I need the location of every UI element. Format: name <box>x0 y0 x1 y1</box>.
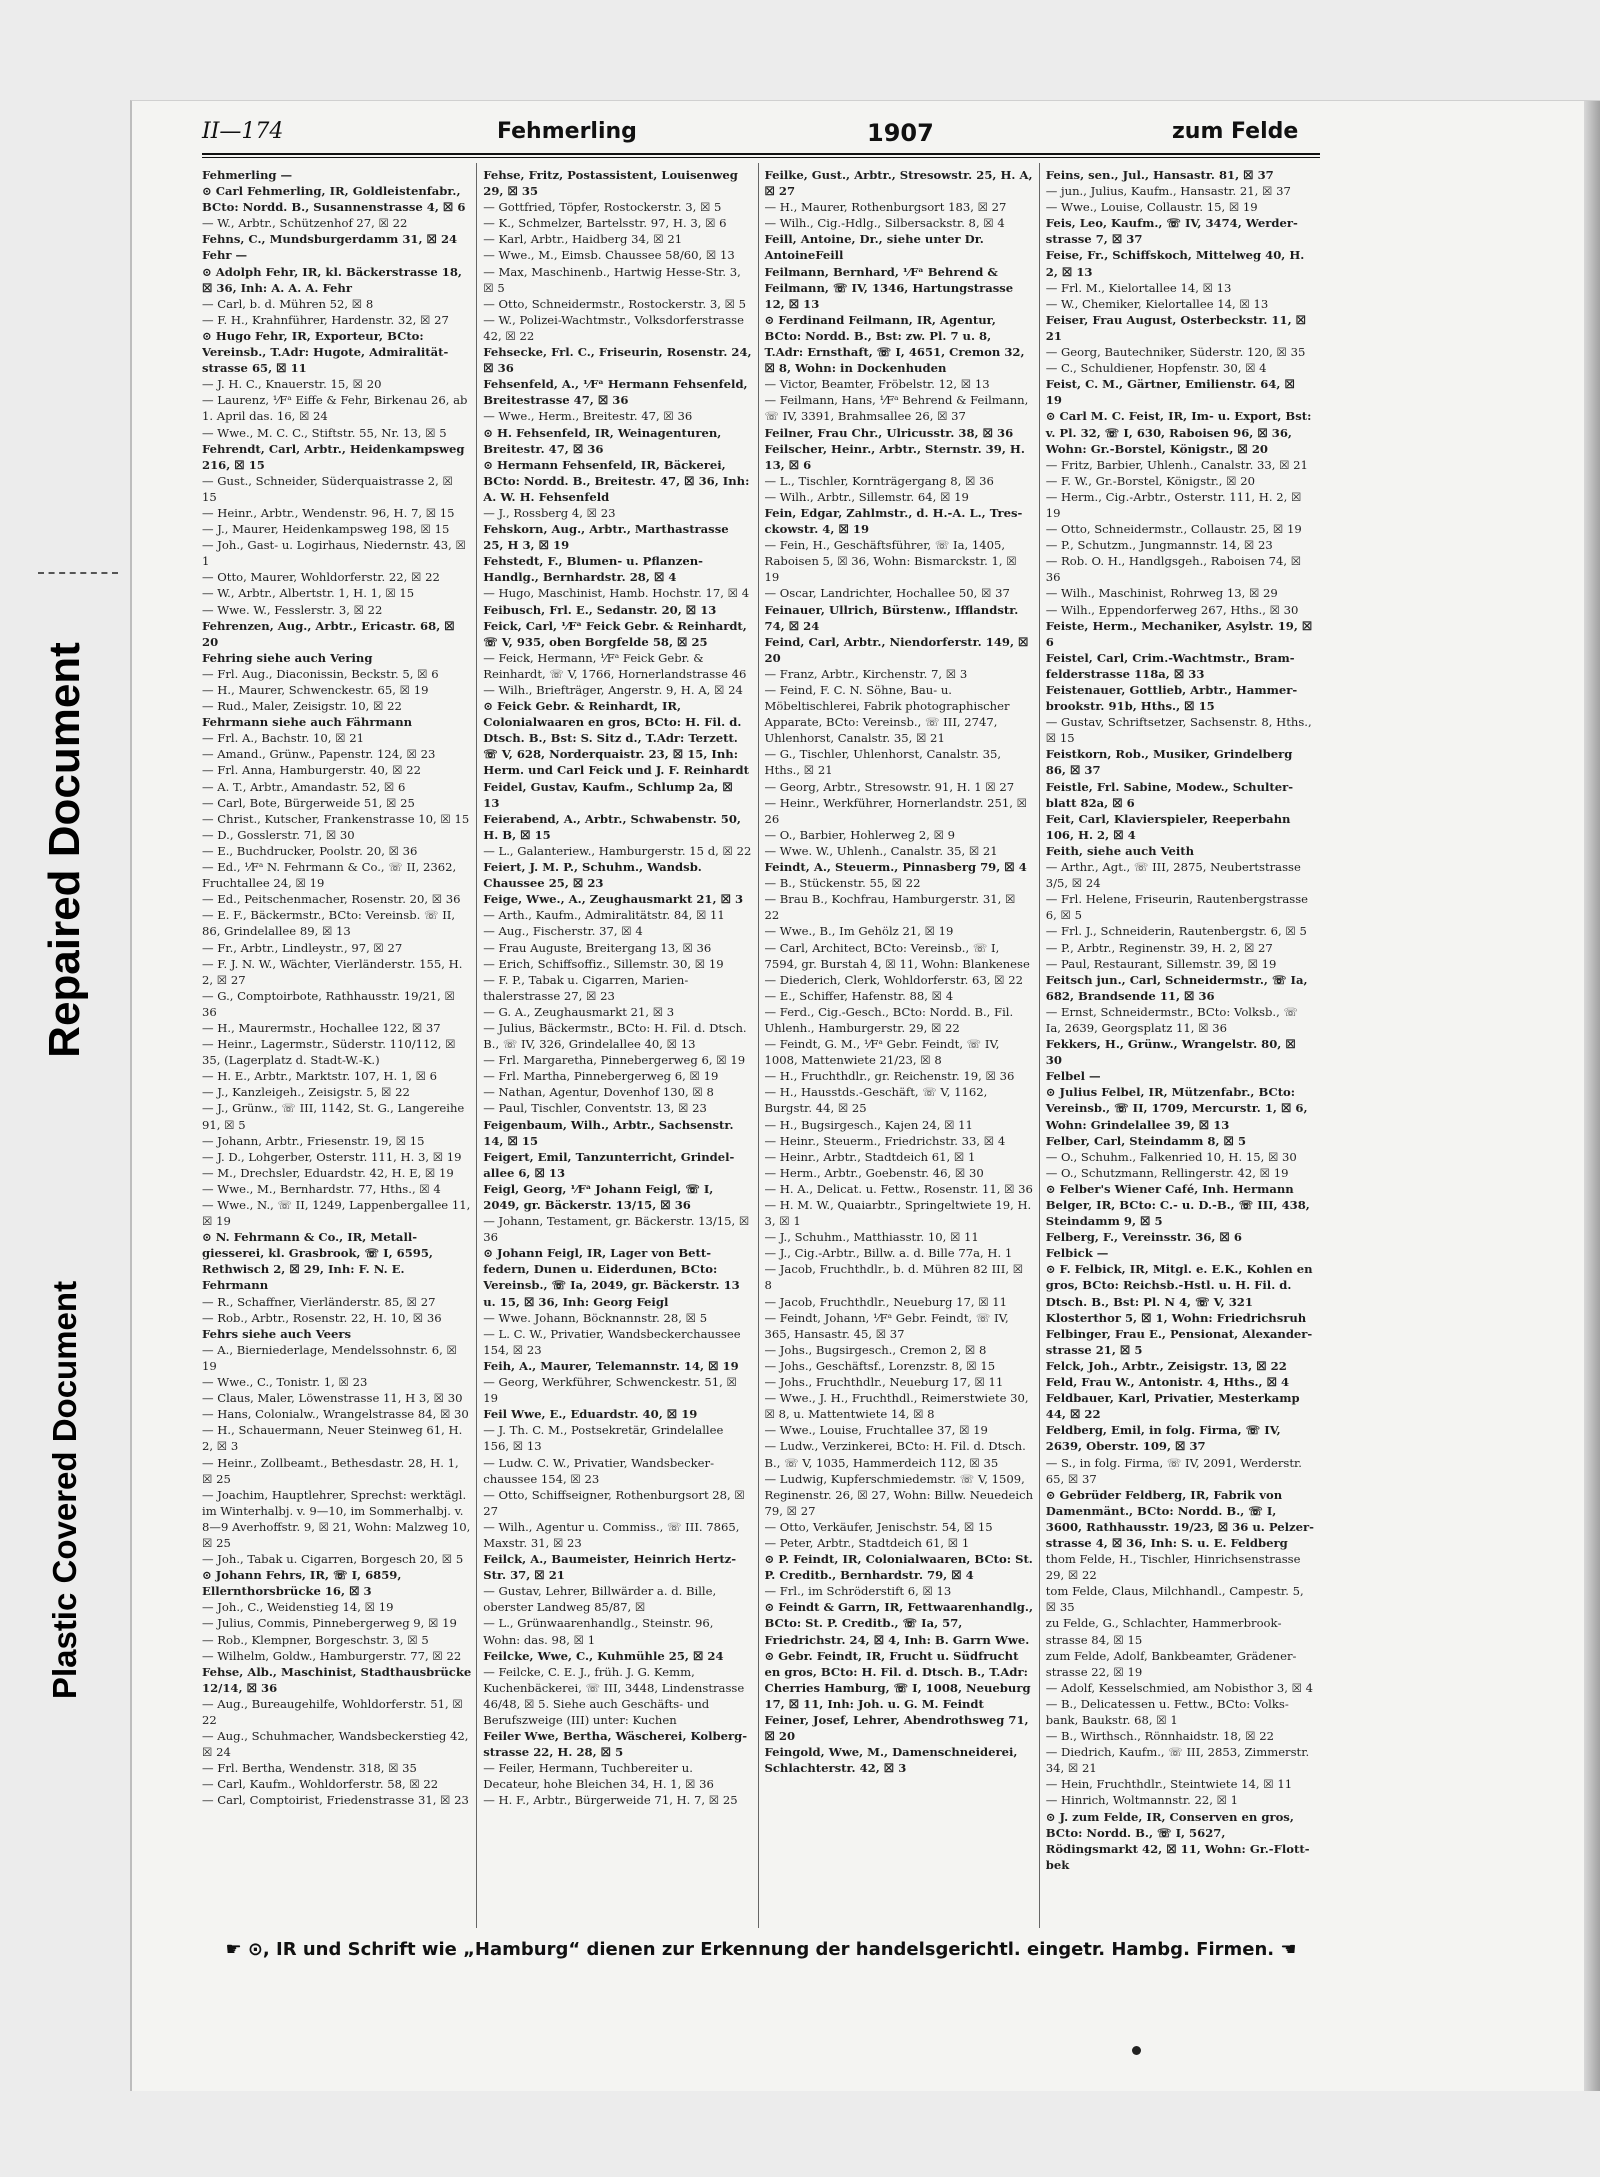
directory-entry: — Jacob, Fruchthdlr., b. d. Mühren 82 III, ☒ 8 <box>764 1262 1024 1293</box>
directory-entry: — Gustav, Lehrer, Billwärder a. d. Bille, oberster Landweg 85/87, ☒ <box>483 1584 717 1615</box>
directory-entry: — Wilh., Briefträger, Angerstr. 9, H. A, ☒ 24 <box>483 683 743 697</box>
directory-entry: ⊙ Hermann Fehsenfeld, IR, Bäckerei, BCto: Nordd. B., Breitestr. 47, ☒ 36, Inh: A. W. H. Fehsenfeld <box>483 457 750 504</box>
directory-entry: — Otto, Schneidermstr., Collaustr. 25, ☒ 19 <box>1045 522 1302 537</box>
directory-entry: — Otto, Schneidermstr., Rostockerstr. 3, ☒ 5 <box>483 296 747 311</box>
directory-entry: Fehrendt, Carl, Arbtr., Heidenkampsweg 216, ☒ 15 <box>202 441 465 472</box>
directory-entry: — Wilh., Arbtr., Sillemstr. 64, ☒ 19 <box>764 489 969 504</box>
directory-entry: — Feindt, Johann, ⅟Fᵃ Gebr. Feindt, ☏ IV, 365, Hansastr. 45, ☒ 37 <box>764 1310 1009 1341</box>
directory-entry: — K., Schmelzer, Bartelsstr. 97, H. 3, ☒ 6 <box>483 216 727 231</box>
directory-entry: Feiste, Herm., Mechaniker, Asylstr. 19, ☒ 6 <box>1045 618 1313 649</box>
directory-entry: — Feilcke, C. E. J., früh. J. G. Kemm, Kuchenbäckerei, ☏ III, 3448, Lindenstrasse 46/48, ☒ 5. Siehe auch Geschäfts- und Berufszweige (III) unter: Kuchen <box>483 1664 745 1727</box>
directory-entry: — Arthr., Agt., ☏ III, 2875, Neubertstrasse 3/5, ☒ 24 <box>1045 860 1301 891</box>
directory-entry: Feistenauer, Gottlieb, Arbtr., Hammerbrookstr. 91b, Hths., ☒ 15 <box>1045 683 1298 714</box>
directory-entry: Fehr — <box>202 248 248 263</box>
directory-entry: — Frl. A., Bachstr. 10, ☒ 21 <box>202 731 364 746</box>
directory-entry: — Frau Auguste, Breitergang 13, ☒ 36 <box>483 940 712 955</box>
directory-entry: — W., Chemiker, Kielortallee 14, ☒ 13 <box>1045 296 1269 311</box>
directory-entry: — Feick, Hermann, ⅟Fᵃ Feick Gebr. & Reinhardt, ☏ V, 1766, Hornerlandstrasse 46 <box>483 650 747 681</box>
directory-entry: Feit, Carl, Klavierspieler, Reeperbahn 106, H. 2, ☒ 4 <box>1045 811 1291 842</box>
directory-entry: — Hinrich, Woltmannstr. 22, ☒ 1 <box>1045 1793 1239 1808</box>
directory-entry: — Wwe. W., Fesslerstr. 3, ☒ 22 <box>202 602 383 617</box>
directory-entry: Feise, Fr., Schiffskoch, Mittelweg 40, H. 2, ☒ 13 <box>1045 248 1305 279</box>
directory-entry: — Frl. M., Kielortallee 14, ☒ 13 <box>1045 280 1232 295</box>
directory-entry: — Diederich, Clerk, Wohldorferstr. 63, ☒ 22 <box>764 972 1024 987</box>
directory-entry: — Heinr., Werkführer, Hornerlandstr. 251, ☒ 26 <box>764 795 1028 826</box>
directory-entry: — O., Barbier, Hohlerweg 2, ☒ 9 <box>764 827 956 842</box>
directory-entry: Feierabend, A., Arbtr., Schwabenstr. 50, H. B, ☒ 15 <box>483 811 741 842</box>
directory-entry: — Franz, Arbtr., Kirchenstr. 7, ☒ 3 <box>764 666 968 681</box>
directory-entry: ⊙ P. Feindt, IR, Colonialwaaren, BCto: St. P. Creditb., Bernhardstr. 79, ☒ 4 <box>764 1552 1033 1583</box>
directory-entry: — Wwe., C., Tonistr. 1, ☒ 23 <box>202 1375 368 1390</box>
directory-entry: Feiert, J. M. P., Schuhm., Wandsb. Chaussee 25, ☒ 23 <box>483 860 702 891</box>
directory-entry: — Brau B., Kochfrau, Hamburgerstr. 31, ☒ 22 <box>764 892 1016 923</box>
directory-entry: ⊙ Felber's Wiener Café, Inh. Hermann Belger, IR, BCto: C.- u. D.-B., ☏ III, 438, Steindamm 9, ☒ 5 <box>1045 1181 1310 1229</box>
directory-entry: — Hein, Fruchthdlr., Steintwiete 14, ☒ 11 <box>1045 1777 1293 1792</box>
repaired-document-text: Repaired Document <box>40 642 90 1058</box>
directory-entry: — Feilmann, Hans, ⅟Fᵃ Behrend & Feilmann, ☏ IV, 3391, Brahmsallee 26, ☒ 37 <box>764 393 1029 424</box>
directory-entry: Feilck, A., Baumeister, Heinrich Hertz-Str. 37, ☒ 21 <box>483 1552 737 1583</box>
directory-entry: — H. A., Delicat. u. Fettw., Rosenstr. 11, ☒ 36 <box>764 1181 1033 1196</box>
directory-entry: — Wwe., N., ☏ II, 1249, Lappenbergallee 11, ☒ 19 <box>202 1198 471 1229</box>
directory-entry: Fehskorn, Aug., Arbtr., Marthastrasse 25, H 3, ☒ 19 <box>483 522 729 553</box>
directory-entry: Feith, siehe auch Veith <box>1045 843 1195 858</box>
directory-entry: Feigl, Georg, ⅟Fᵃ Johann Feigl, ☏ I, 2049, gr. Bäckerstr. 13/15, ☒ 36 <box>483 1181 714 1212</box>
directory-entry: Feiser, Frau August, Osterbeckstr. 11, ☒ 21 <box>1045 312 1307 343</box>
directory-entry: — Aug., Schuhmacher, Wandsbeckerstieg 42, ☒ 24 <box>202 1729 469 1760</box>
directory-entry: Fehrenzen, Aug., Arbtr., Ericastr. 68, ☒ 20 <box>202 618 455 649</box>
directory-entry: Fehstedt, F., Blumen- u. Pflanzen-Handlg., Bernhardstr. 28, ☒ 4 <box>483 554 703 585</box>
directory-entry: — E., Buchdrucker, Poolstr. 20, ☒ 36 <box>202 843 418 858</box>
directory-entry: — Gust., Schneider, Süderquaistrasse 2, ☒ 15 <box>202 473 453 504</box>
directory-entry: Feige, Wwe., A., Zeughausmarkt 21, ☒ 3 <box>483 892 744 907</box>
directory-entry: — Fein, H., Geschäftsführer, ☏ Ia, 1405, Raboisen 5, ☒ 36, Wohn: Bismarckstr. 1, ☒ 19 <box>764 538 1017 585</box>
directory-entry: — Max, Maschinenb., Hartwig Hesse-Str. 3, ☒ 5 <box>483 264 741 295</box>
directory-entry: Feick, Carl, ⅟Fᵃ Feick Gebr. & Reinhardt, ☏ V, 935, oben Borgfelde 58, ☒ 25 <box>483 618 747 649</box>
directory-entry: — Otto, Maurer, Wohldorferstr. 22, ☒ 22 <box>202 570 440 585</box>
directory-entry: — Frl. Anna, Hamburgerstr. 40, ☒ 22 <box>202 763 422 778</box>
plastic-covered-text: Plastic Covered Document <box>46 1280 83 1700</box>
directory-entry: — Ludw., Verzinkerei, BCto: H. Fil. d. Dtsch. B., ☏ V, 1035, Hammerdeich 112, ☒ 35 <box>764 1439 1026 1470</box>
directory-entry: — Oscar, Landrichter, Hochallee 50, ☒ 37 <box>764 586 1010 601</box>
directory-entry: — J., Kanzleigeh., Zeisigstr. 5, ☒ 22 <box>202 1085 410 1100</box>
directory-entry: — Amand., Grünw., Papenstr. 124, ☒ 23 <box>202 747 436 762</box>
directory-entry: — Victor, Beamter, Fröbelstr. 12, ☒ 13 <box>764 377 990 392</box>
directory-entry: Felber, Carl, Steindamm 8, ☒ 5 <box>1045 1133 1247 1148</box>
directory-entry: — P., Arbtr., Reginenstr. 39, H. 2, ☒ 27 <box>1045 940 1273 955</box>
directory-entry: — Gustav, Schriftsetzer, Sachsenstr. 8, Hths., ☒ 15 <box>1045 715 1312 746</box>
directory-entry: Feins, sen., Jul., Hansastr. 81, ☒ 37 <box>1045 168 1274 182</box>
directory-entry: — H., Maurer, Schwenckestr. 65, ☒ 19 <box>202 683 429 697</box>
directory-entry: — Gottfried, Töpfer, Rostockerstr. 3, ☒ 5 <box>483 200 722 215</box>
directory-entry: — G. A., Zeughausmarkt 21, ☒ 3 <box>483 1004 675 1019</box>
directory-entry: — Paul, Tischler, Conventstr. 13, ☒ 23 <box>483 1101 707 1116</box>
ink-dot <box>1132 2046 1141 2055</box>
directory-entry: Feill, Antoine, Dr., siehe unter Dr. AntoineFeill <box>764 232 984 263</box>
scanned-page <box>130 100 1600 2091</box>
directory-entry: Fehse, Alb., Maschinist, Stadthausbrücke 12/14, ☒ 36 <box>202 1664 472 1695</box>
directory-entry: — D., Gosslerstr. 71, ☒ 30 <box>202 827 355 842</box>
directory-entry: — Paul, Restaurant, Sillemstr. 39, ☒ 19 <box>1045 956 1277 971</box>
directory-entry: — J., Schuhm., Matthiasstr. 10, ☒ 11 <box>764 1230 979 1245</box>
directory-entry: — G., Tischler, Uhlenhorst, Canalstr. 35, Hths., ☒ 21 <box>764 747 1002 778</box>
directory-entry: Feldberg, Emil, in folg. Firma, ☏ IV, 2639, Oberstr. 109, ☒ 37 <box>1045 1423 1281 1454</box>
directory-entry: Feinauer, Ullrich, Bürstenw., Ifflandstr. 74, ☒ 24 <box>764 602 1019 633</box>
directory-entry: Feitsch jun., Carl, Schneidermstr., ☏ Ia, 682, Brandsende 11, ☒ 36 <box>1045 972 1308 1003</box>
page-footer-note: ☛ ⊙, IR und Schrift wie „Hamburg“ dienen zur Erkennung der handelsgerichtl. eingetr. Hambg. Firmen. ☚ <box>225 1939 1297 1960</box>
directory-entry: — Carl, Kaufm., Wohldorferstr. 58, ☒ 22 <box>202 1777 439 1792</box>
directory-entry: — Hugo, Maschinist, Hamb. Hochstr. 17, ☒ 4 <box>483 586 750 601</box>
directory-entry: Fehns, C., Mundsburgerdamm 31, ☒ 24 <box>202 232 458 247</box>
directory-entry: — E., Schiffer, Hafenstr. 88, ☒ 4 <box>764 988 954 1003</box>
directory-entry: — Wilh., Maschinist, Rohrweg 13, ☒ 29 <box>1045 586 1278 601</box>
header-left-word: Fehmerling <box>497 119 637 144</box>
directory-entry: — Johs., Fruchthdlr., Neueburg 17, ☒ 11 <box>764 1375 1004 1390</box>
header-rule-thin <box>202 157 1320 158</box>
directory-entry: — Ferd., Cig.-Gesch., BCto: Nordd. B., Fil. Uhlenh., Hamburgerstr. 29, ☒ 22 <box>764 1004 1014 1035</box>
directory-entry: — Frl. Aug., Diaconissin, Beckstr. 5, ☒ 6 <box>202 666 439 681</box>
directory-entry: Fehrs siehe auch Veers <box>202 1326 352 1341</box>
directory-entry: — A. T., Arbtr., Amandastr. 52, ☒ 6 <box>202 779 406 794</box>
directory-entry: — L., Tischler, Kornträgergang 8, ☒ 36 <box>764 473 994 488</box>
directory-entry: Felbel — <box>1045 1069 1101 1084</box>
repaired-document-label <box>0 560 130 1140</box>
directory-entry: thom Felde, H., Tischler, Hinrichsenstrasse 29, ☒ 22 <box>1045 1552 1301 1583</box>
directory-entry: — Heinr., Arbtr., Wendenstr. 96, H. 7, ☒ 15 <box>202 505 455 520</box>
directory-entry: Fehrmann siehe auch Fährmann <box>202 715 413 730</box>
directory-entry: — Aug., Fischerstr. 37, ☒ 4 <box>483 924 643 939</box>
directory-entry: — W., Arbtr., Albertstr. 1, H. 1, ☒ 15 <box>202 586 415 601</box>
directory-entry: — Frl. Margaretha, Pinnebergerweg 6, ☒ 19 <box>483 1053 746 1068</box>
directory-entry: — Frl. J., Schneiderin, Rautenbergstr. 6, ☒ 5 <box>1045 924 1307 939</box>
directory-column-1 <box>202 163 476 1928</box>
directory-entry: — Rob., Arbtr., Rosenstr. 22, H. 10, ☒ 36 <box>202 1310 442 1325</box>
directory-entry: Felck, Joh., Arbtr., Zeisigstr. 13, ☒ 22 <box>1045 1358 1287 1373</box>
directory-entry: Feist, C. M., Gärtner, Emilienstr. 64, ☒ 19 <box>1045 377 1295 408</box>
directory-entry: — Carl, b. d. Mühren 52, ☒ 8 <box>202 296 374 311</box>
header-right-word: zum Felde <box>1172 119 1299 144</box>
directory-entry: — Otto, Schiffseigner, Rothenburgsort 28, ☒ 27 <box>483 1487 745 1518</box>
directory-column-2 <box>476 163 757 1928</box>
directory-entry: — H., Hausstds.-Geschäft, ☏ V, 1162, Burgstr. 44, ☒ 25 <box>764 1085 988 1116</box>
directory-columns <box>202 163 1320 1928</box>
directory-entry: Fehring siehe auch Vering <box>202 650 373 665</box>
directory-entry: — Ernst, Schneidermstr., BCto: Volksb., ☏ Ia, 2639, Georgsplatz 11, ☒ 36 <box>1045 1004 1298 1035</box>
directory-entry: — Aug., Bureaugehilfe, Wohldorferstr. 51, ☒ 22 <box>202 1696 463 1727</box>
directory-entry: — Wwe., M., Eimsb. Chaussee 58/60, ☒ 13 <box>483 248 735 263</box>
directory-entry: — B., Wirthsch., Rönnhaidstr. 18, ☒ 22 <box>1045 1729 1275 1744</box>
directory-entry: Fehmerling — <box>202 168 293 182</box>
directory-entry: — B., Delicatessen u. Fettw., BCto: Volksbank, Baukstr. 68, ☒ 1 <box>1045 1696 1289 1727</box>
side-divider <box>38 572 118 574</box>
directory-entry: — Frl. Helene, Friseurin, Rautenbergstrasse 6, ☒ 5 <box>1045 892 1309 923</box>
directory-entry: — Rud., Maler, Zeisigstr. 10, ☒ 22 <box>202 699 402 714</box>
directory-entry: Feigenbaum, Wilh., Arbtr., Sachsenstr. 14, ☒ 15 <box>483 1117 734 1148</box>
directory-entry: Feilner, Frau Chr., Ulricusstr. 38, ☒ 36 <box>764 425 1014 440</box>
directory-entry: — Herm., Arbtr., Goebenstr. 46, ☒ 30 <box>764 1165 984 1180</box>
directory-entry: — R., Schaffner, Vierländerstr. 85, ☒ 27 <box>202 1294 436 1309</box>
directory-entry: — Johs., Geschäftsf., Lorenzstr. 8, ☒ 15 <box>764 1358 996 1373</box>
directory-entry: — Frl., im Schröderstift 6, ☒ 13 <box>764 1584 952 1599</box>
directory-entry: — Julius, Commis, Pinnebergerweg 9, ☒ 19 <box>202 1616 457 1631</box>
directory-entry: — Carl, Architect, BCto: Vereinsb., ☏ I, 7594, gr. Burstah 4, ☒ 11, Wohn: Blankenese <box>764 940 1030 971</box>
directory-entry: Feistkorn, Rob., Musiker, Grindelberg 86, ☒ 37 <box>1045 747 1293 778</box>
directory-entry: ⊙ Gebr. Feindt, IR, Frucht u. Südfrucht en gros, BCto: H. Fil. d. Dtsch. B., T.Adr: Cherries Hamburg, ☏ I, 1008, Neueburg 17, ☒ 11, Inh: Joh. u. G. M. Feindt <box>764 1648 1031 1711</box>
directory-entry: — Karl, Arbtr., Haidberg 34, ☒ 21 <box>483 232 683 247</box>
directory-entry: Feilcke, Wwe, C., Kuhmühle 25, ☒ 24 <box>483 1648 724 1663</box>
directory-entry: Felbinger, Frau E., Pensionat, Alexanderstrasse 21, ☒ 5 <box>1045 1326 1313 1357</box>
directory-entry: — G., Comptoirbote, Rathhausstr. 19/21, ☒ 36 <box>202 988 455 1019</box>
directory-entry: Feistle, Frl. Sabine, Modew., Schulterblatt 82a, ☒ 6 <box>1045 779 1294 810</box>
directory-entry: — J., Rossberg 4, ☒ 23 <box>483 505 616 520</box>
directory-entry: — Feiler, Hermann, Tuchbereiter u. Decateur, hohe Bleichen 34, H. 1, ☒ 36 <box>483 1761 714 1792</box>
directory-entry: — B., Stückenstr. 55, ☒ 22 <box>764 876 921 891</box>
directory-entry: — H. F., Arbtr., Bürgerweide 71, H. 7, ☒ 25 <box>483 1793 738 1808</box>
directory-entry: Feldbauer, Karl, Privatier, Mesterkamp 44, ☒ 22 <box>1045 1391 1300 1422</box>
directory-entry: Feil Wwe, E., Eduardstr. 40, ☒ 19 <box>483 1407 698 1422</box>
directory-entry: — Heinr., Zollbeamt., Bethesdastr. 28, H. 1, ☒ 25 <box>202 1455 459 1486</box>
directory-entry: — Jacob, Fruchthdlr., Neueburg 17, ☒ 11 <box>764 1294 1008 1309</box>
directory-entry: — Ed., ⅟Fᵃ N. Fehrmann & Co., ☏ II, 2362, Fruchtallee 24, ☒ 19 <box>202 860 457 891</box>
directory-entry: ⊙ F. Felbick, IR, Mitgl. e. E.K., Kohlen en gros, BCto: Reichsb.-Hstl. u. H. Fil. d. Dtsch. B., Bst: Pl. N 4, ☏ V, 321 Klosterthor 5, ☒ 1, Wohn: Friedrichsruh <box>1045 1262 1313 1325</box>
directory-entry: — H., Schauermann, Neuer Steinweg 61, H. 2, ☒ 3 <box>202 1423 463 1454</box>
directory-entry: — Frl. Martha, Pinnebergerweg 6, ☒ 19 <box>483 1069 719 1084</box>
directory-entry: Feindt, A., Steuerm., Pinnasberg 79, ☒ 4 <box>764 860 1027 875</box>
directory-entry: — Joachim, Hauptlehrer, Sprechst: werktägl. im Winterhalbj. v. 9—10, im Sommerhalbj. v. 8—9 Averhoffstr. 9, ☒ 21, Wohn: Malzweg 10, ☒ 25 <box>202 1487 471 1550</box>
directory-entry: ⊙ Carl M. C. Feist, IR, Im- u. Export, Bst: v. Pl. 32, ☏ I, 630, Raboisen 96, ☒ 36, Wohn: Gr.-Borstel, Königstr., ☒ 20 <box>1045 409 1312 456</box>
directory-entry: zu Felde, G., Schlachter, Hammerbrookstrasse 84, ☒ 15 <box>1045 1616 1282 1647</box>
directory-entry: — F. J. N. W., Wächter, Vierländerstr. 155, H. 2, ☒ 27 <box>202 956 463 987</box>
directory-entry: — Frl. Bertha, Wendenstr. 318, ☒ 35 <box>202 1761 417 1776</box>
directory-entry: ⊙ Feick Gebr. & Reinhardt, IR, Colonialwaaren en gros, BCto: H. Fil. d. Dtsch. B., Bst: S. Sitz d., T.Adr: Terzett. ☏ V, 628, Norderquaistr. 23, ☒ 15, Inh: Herm. und Carl Feick und J. F. Reinhardt <box>483 699 749 778</box>
directory-entry: — Wilh., Agentur u. Commiss., ☏ III. 7865, Maxstr. 31, ☒ 23 <box>483 1519 740 1550</box>
directory-entry: ⊙ Julius Felbel, IR, Mützenfabr., BCto: Vereinsb., ☏ II, 1709, Mercurstr. 1, ☒ 6, Wohn: Grindelallee 39, ☒ 13 <box>1045 1085 1308 1132</box>
directory-entry: — Rob., Klempner, Borgeschstr. 3, ☒ 5 <box>202 1632 429 1647</box>
directory-entry: — Ludwig, Kupferschmiedemstr. ☏ V, 1509, Reginenstr. 26, ☒ 27, Wohn: Billw. Neuedeich 79, ☒ 27 <box>764 1471 1034 1518</box>
directory-entry: Feidel, Gustav, Kaufm., Schlump 2a, ☒ 13 <box>483 779 733 810</box>
directory-entry: — J. H. C., Knauerstr. 15, ☒ 20 <box>202 377 382 392</box>
directory-entry: — Wwe., Louise, Fruchtallee 37, ☒ 19 <box>764 1423 988 1438</box>
directory-entry: — H., Maurer, Rothenburgsort 183, ☒ 27 <box>764 200 1007 215</box>
directory-entry: ⊙ Hugo Fehr, IR, Exporteur, BCto: Vereinsb., T.Adr: Hugote, Admiralitätstrasse 65, ☒ 11 <box>202 328 449 376</box>
header-rule <box>202 153 1320 155</box>
directory-entry: Felbick — <box>1045 1246 1109 1261</box>
directory-entry: zum Felde, Adolf, Bankbeamter, Grädenerstrasse 22, ☒ 19 <box>1045 1648 1297 1679</box>
directory-entry: — Hans, Colonialw., Wrangelstrasse 84, ☒ 30 <box>202 1407 469 1422</box>
directory-entry: — Peter, Arbtr., Stadtdeich 61, ☒ 1 <box>764 1535 970 1550</box>
directory-entry: ⊙ Johann Feigl, IR, Lager von Bettfedern, Dunen u. Eiderdunen, BCto: Vereinsb., ☏ Ia, 2049, gr. Bäckerstr. 13 u. 15, ☒ 36, Inh: Georg Feigl <box>483 1246 740 1309</box>
directory-entry: — S., in folg. Firma, ☏ IV, 2091, Werderstr. 65, ☒ 37 <box>1045 1455 1302 1486</box>
directory-entry: — Joh., Gast- u. Logirhaus, Niedernstr. 43, ☒ 1 <box>202 538 466 569</box>
directory-entry: — L., Galanteriew., Hamburgerstr. 15 d, ☒ 22 <box>483 843 752 858</box>
directory-entry: — J. Th. C. M., Postsekretär, Grindelallee 156, ☒ 13 <box>483 1423 724 1454</box>
directory-entry: Fein, Edgar, Zahlmstr., d. H.-A. L., Tresckowstr. 4, ☒ 19 <box>764 505 1023 537</box>
directory-entry: ⊙ Gebrüder Feldberg, IR, Fabrik von Damenmänt., BCto: Nordd. B., ☏ I, 3600, Rathhausstr. 19/23, ☒ 36 u. Pelzerstrasse 4, ☒ 36, Inh: S. u. E. Feldberg <box>1045 1487 1314 1550</box>
directory-entry: — Joh., Tabak u. Cigarren, Borgesch 20, ☒ 5 <box>202 1552 464 1567</box>
directory-entry: — Ludw. C. W., Privatier, Wandsbeckerchaussee 154, ☒ 23 <box>483 1455 714 1486</box>
directory-entry: — M., Drechsler, Eduardstr. 42, H. E, ☒ 19 <box>202 1165 454 1180</box>
directory-entry: ⊙ Adolph Fehr, IR, kl. Bäckerstrasse 18, ☒ 36, Inh: A. A. A. Fehr <box>202 264 462 295</box>
directory-entry: — F. P., Tabak u. Cigarren, Marienthalerstrasse 27, ☒ 23 <box>483 972 689 1003</box>
directory-entry: — Georg, Bautechniker, Süderstr. 120, ☒ 35 <box>1045 345 1306 360</box>
directory-entry: — Feindt, G. M., ⅟Fᵃ Gebr. Feindt, ☏ IV, 1008, Mattenwiete 21/23, ☒ 8 <box>764 1037 1000 1068</box>
directory-entry: — Wwe., Herm., Breitestr. 47, ☒ 36 <box>483 409 693 424</box>
directory-entry: — Heinr., Lagermstr., Süderstr. 110/112, ☒ 35, (Lagerplatz d. Stadt-W.-K.) <box>202 1037 456 1068</box>
directory-entry: — Wwe. Johann, Böcknannstr. 28, ☒ 5 <box>483 1310 708 1325</box>
directory-entry: — jun., Julius, Kaufm., Hansastr. 21, ☒ 37 <box>1045 184 1291 199</box>
page-number: II—174 <box>202 119 284 144</box>
directory-entry: — P., Schutzm., Jungmannstr. 14, ☒ 23 <box>1045 538 1273 553</box>
directory-entry: — W., Arbtr., Schützenhof 27, ☒ 22 <box>202 216 408 231</box>
page-edge-shadow <box>1584 101 1600 2091</box>
directory-entry: — J., Cig.-Arbtr., Billw. a. d. Bille 77a, H. 1 <box>764 1246 1013 1261</box>
directory-entry: — J., Grünw., ☏ III, 1142, St. G., Langereihe 91, ☒ 5 <box>202 1101 465 1132</box>
directory-entry: — J. D., Lohgerber, Osterstr. 111, H. 3, ☒ 19 <box>202 1149 462 1164</box>
directory-entry: — A., Bierniederlage, Mendelssohnstr. 6, ☒ 19 <box>202 1342 457 1373</box>
directory-entry: — Wilhelm, Goldw., Hamburgerstr. 77, ☒ 22 <box>202 1648 462 1663</box>
directory-entry: — O., Schutzmann, Rellingerstr. 42, ☒ 19 <box>1045 1165 1289 1180</box>
directory-entry: — Wilh., Cig.-Hdlg., Silbersackstr. 8, ☒ 4 <box>764 216 1005 231</box>
directory-entry: — Wwe., J. H., Fruchthdl., Reimerstwiete 30, ☒ 8, u. Mattentwiete 14, ☒ 8 <box>764 1391 1029 1422</box>
directory-entry: ⊙ H. Fehsenfeld, IR, Weinagenturen, Breitestr. 47, ☒ 36 <box>483 425 722 456</box>
directory-entry: — H., Bugsirgesch., Kajen 24, ☒ 11 <box>764 1117 973 1132</box>
directory-entry: — Otto, Verkäufer, Jenischstr. 54, ☒ 15 <box>764 1519 993 1534</box>
directory-entry: ⊙ Ferdinand Feilmann, IR, Agentur, BCto: Nordd. B., Bst: zw. Pl. 7 u. 8, T.Adr: Ernsthaft, ☏ I, 4651, Cremon 32, ☒ 8, Wohn: in Dockenhuden <box>764 312 1025 376</box>
plastic-covered-label <box>0 1180 130 1800</box>
directory-entry: — Heinr., Arbtr., Stadtdeich 61, ☒ 1 <box>764 1149 976 1164</box>
directory-entry: — Fritz, Barbier, Uhlenh., Canalstr. 33, ☒ 21 <box>1045 457 1308 472</box>
directory-entry: — H. M. W., Quaiarbtr., Springeltwiete 19, H. 3, ☒ 1 <box>764 1198 1032 1229</box>
directory-entry: — Johann, Arbtr., Friesenstr. 19, ☒ 15 <box>202 1133 425 1148</box>
directory-entry: — Georg, Werkführer, Schwenckestr. 51, ☒ 19 <box>483 1375 737 1406</box>
directory-entry: ⊙ J. zum Felde, IR, Conserven en gros, BCto: Nordd. B., ☏ I, 5627, Rödingsmarkt 42, ☒ 11, Wohn: Gr.-Flottbek <box>1045 1809 1310 1872</box>
directory-entry: — Wwe. W., Uhlenh., Canalstr. 35, ☒ 21 <box>764 843 998 858</box>
directory-entry: Feibusch, Frl. E., Sedanstr. 20, ☒ 13 <box>483 602 717 617</box>
directory-entry: — Wilh., Eppendorferweg 267, Hths., ☒ 30 <box>1045 602 1299 617</box>
directory-entry: — H., Fruchthdlr., gr. Reichenstr. 19, ☒ 36 <box>764 1069 1015 1084</box>
directory-entry: — L., Grünwaarenhandlg., Steinstr. 96, Wohn: das. 98, ☒ 1 <box>483 1616 714 1647</box>
directory-entry: — Diedrich, Kaufm., ☏ III, 2853, Zimmerstr. 34, ☒ 21 <box>1045 1745 1310 1776</box>
directory-entry: — L. C. W., Privatier, Wandsbeckerchaussee 154, ☒ 23 <box>483 1326 741 1357</box>
directory-entry: — E. F., Bäckermstr., BCto: Vereinsb. ☏ II, 86, Grindelallee 89, ☒ 13 <box>202 908 456 939</box>
directory-entry: — Erich, Schiffsoffiz., Sillemstr. 30, ☒ 19 <box>483 956 724 971</box>
directory-entry: — Ed., Peitschenmacher, Rosenstr. 20, ☒ 36 <box>202 892 461 907</box>
directory-entry: ⊙ Johann Fehrs, IR, ☏ I, 6859, Ellernthorsbrücke 16, ☒ 3 <box>202 1568 402 1599</box>
directory-entry: — Georg, Arbtr., Stresowstr. 91, H. 1 ☒ 27 <box>764 779 1015 794</box>
directory-entry: — Johann, Testament, gr. Bäckerstr. 13/15, ☒ 36 <box>483 1214 750 1245</box>
directory-entry: — Herm., Cig.-Arbtr., Osterstr. 111, H. 2, ☒ 19 <box>1045 489 1302 520</box>
directory-entry: — Wwe., B., Im Gehölz 21, ☒ 19 <box>764 924 954 939</box>
directory-entry: — Adolf, Kesselschmied, am Nobisthor 3, ☒ 4 <box>1045 1680 1314 1695</box>
directory-entry: — Laurenz, ⅟Fᵃ Eiffe & Fehr, Birkenau 26, ab 1. April das. 16, ☒ 24 <box>202 393 468 424</box>
directory-column-3 <box>758 163 1039 1928</box>
directory-entry: Feld, Frau W., Antonistr. 4, Hths., ☒ 4 <box>1045 1375 1290 1390</box>
directory-entry: Feiler Wwe, Bertha, Wäscherei, Kolbergstrasse 22, H. 28, ☒ 5 <box>483 1729 748 1760</box>
directory-entry: Fehse, Fritz, Postassistent, Louisenweg 29, ☒ 35 <box>483 168 738 199</box>
directory-entry: ⊙ N. Fehrmann & Co., IR, Metallgiesserei, kl. Grasbrook, ☏ I, 6595, Rethwisch 2, ☒ 29, Inh: F. N. E. Fehrmann <box>202 1230 433 1293</box>
directory-entry: — F. W., Gr.-Borstel, Königstr., ☒ 20 <box>1045 473 1255 488</box>
directory-entry: Felberg, F., Vereinsstr. 36, ☒ 6 <box>1045 1230 1242 1245</box>
directory-entry: — Carl, Comptoirist, Friedenstrasse 31, ☒ 23 <box>202 1793 469 1808</box>
directory-entry: Feilscher, Heinr., Arbtr., Sternstr. 39, H. 13, ☒ 6 <box>764 441 1025 472</box>
directory-entry: Feistel, Carl, Crim.-Wachtmstr., Bramfelderstrasse 118a, ☒ 33 <box>1045 650 1295 681</box>
directory-entry: Feis, Leo, Kaufm., ☏ IV, 3474, Werderstrasse 7, ☒ 37 <box>1045 216 1298 247</box>
directory-entry: Feilke, Gust., Arbtr., Stresowstr. 25, H. A, ☒ 27 <box>764 168 1033 199</box>
directory-entry: Fehsecke, Frl. C., Friseurin, Rosenstr. 24, ☒ 36 <box>483 345 752 376</box>
directory-entry: Feind, Carl, Arbtr., Niendorferstr. 149, ☒ 20 <box>764 634 1029 665</box>
directory-entry: — Wwe., M., Bernhardstr. 77, Hths., ☒ 4 <box>202 1181 441 1196</box>
directory-entry: — Wwe., M. C. C., Stiftstr. 55, Nr. 13, ☒ 5 <box>202 425 447 440</box>
directory-entry: Fekkers, H., Grünw., Wrangelstr. 80, ☒ 30 <box>1045 1037 1296 1068</box>
directory-entry: — Heinr., Steuerm., Friedrichstr. 33, ☒ 4 <box>764 1133 1006 1148</box>
directory-entry: — J., Maurer, Heidenkampsweg 198, ☒ 15 <box>202 522 450 537</box>
directory-entry: — H. E., Arbtr., Marktstr. 107, H. 1, ☒ 6 <box>202 1069 438 1084</box>
directory-entry: Feilmann, Bernhard, ⅟Fᵃ Behrend & Feilmann, ☏ IV, 1346, Hartungstrasse 12, ☒ 13 <box>764 264 1014 311</box>
directory-entry: — C., Schuldiener, Hopfenstr. 30, ☒ 4 <box>1045 361 1267 376</box>
directory-entry: ⊙ Feindt & Garrn, IR, Fettwaarenhandlg., BCto: St. P. Creditb., ☏ Ia, 57, Friedrichstr. 24, ☒ 4, Inh: B. Garrn Wwe. <box>764 1600 1033 1647</box>
header-year: 1907 <box>867 119 934 147</box>
directory-entry: ⊙ Carl Fehmerling, IR, Goldleistenfabr., BCto: Nordd. B., Susannenstrasse 4, ☒ 6 <box>202 184 466 215</box>
directory-entry: — Johs., Bugsirgesch., Cremon 2, ☒ 8 <box>764 1342 987 1357</box>
directory-entry: Feih, A., Maurer, Telemannstr. 14, ☒ 19 <box>483 1358 739 1373</box>
directory-entry: Feiner, Josef, Lehrer, Abendrothsweg 71, ☒ 20 <box>764 1713 1029 1744</box>
directory-entry: — F. H., Krahnführer, Hardenstr. 32, ☒ 27 <box>202 312 449 327</box>
directory-entry: — Fr., Arbtr., Lindleystr., 97, ☒ 27 <box>202 940 403 955</box>
directory-entry: — Christ., Kutscher, Frankenstrasse 10, ☒ 15 <box>202 811 470 826</box>
directory-entry: Feigert, Emil, Tanzunterricht, Grindelallee 6, ☒ 13 <box>483 1149 735 1180</box>
directory-entry: — Carl, Bote, Bürgerweide 51, ☒ 25 <box>202 795 415 810</box>
directory-column-4 <box>1039 163 1320 1928</box>
directory-entry: — Joh., C., Weidenstieg 14, ☒ 19 <box>202 1600 394 1615</box>
directory-entry: — Rob. O. H., Handlgsgeh., Raboisen 74, ☒ 36 <box>1045 554 1302 585</box>
directory-entry: — H., Maurermstr., Hochallee 122, ☒ 37 <box>202 1020 441 1035</box>
directory-entry: — O., Schuhm., Falkenried 10, H. 15, ☒ 30 <box>1045 1149 1297 1164</box>
directory-entry: — Arth., Kaufm., Admiralitätstr. 84, ☒ 11 <box>483 908 725 923</box>
page-header <box>202 113 1320 153</box>
directory-entry: — Feind, F. C. N. Söhne, Bau- u. Möbeltischlerei, Fabrik photographischer Apparate, BCto: Vereinsb., ☏ III, 2747, Uhlenhorst, Canalstr. 35, ☒ 21 <box>764 683 1010 746</box>
directory-entry: — Claus, Maler, Löwenstrasse 11, H 3, ☒ 30 <box>202 1391 463 1406</box>
directory-entry: — W., Polizei-Wachtmstr., Volksdorferstrasse 42, ☒ 22 <box>483 312 744 343</box>
directory-entry: — Nathan, Agentur, Dovenhof 130, ☒ 8 <box>483 1085 714 1100</box>
directory-entry: — Julius, Bäckermstr., BCto: H. Fil. d. Dtsch. B., ☏ IV, 326, Grindelallee 40, ☒ 13 <box>483 1020 747 1052</box>
directory-entry: Fehsenfeld, A., ⅟Fᵃ Hermann Fehsenfeld, Breitestrasse 47, ☒ 36 <box>483 377 748 408</box>
directory-entry: Feingold, Wwe, M., Damenschneiderei, Schlachterstr. 42, ☒ 3 <box>764 1745 1018 1776</box>
directory-entry: — Wwe., Louise, Collaustr. 15, ☒ 19 <box>1045 200 1258 215</box>
directory-entry: tom Felde, Claus, Milchhandl., Campestr. 5, ☒ 35 <box>1045 1584 1304 1615</box>
